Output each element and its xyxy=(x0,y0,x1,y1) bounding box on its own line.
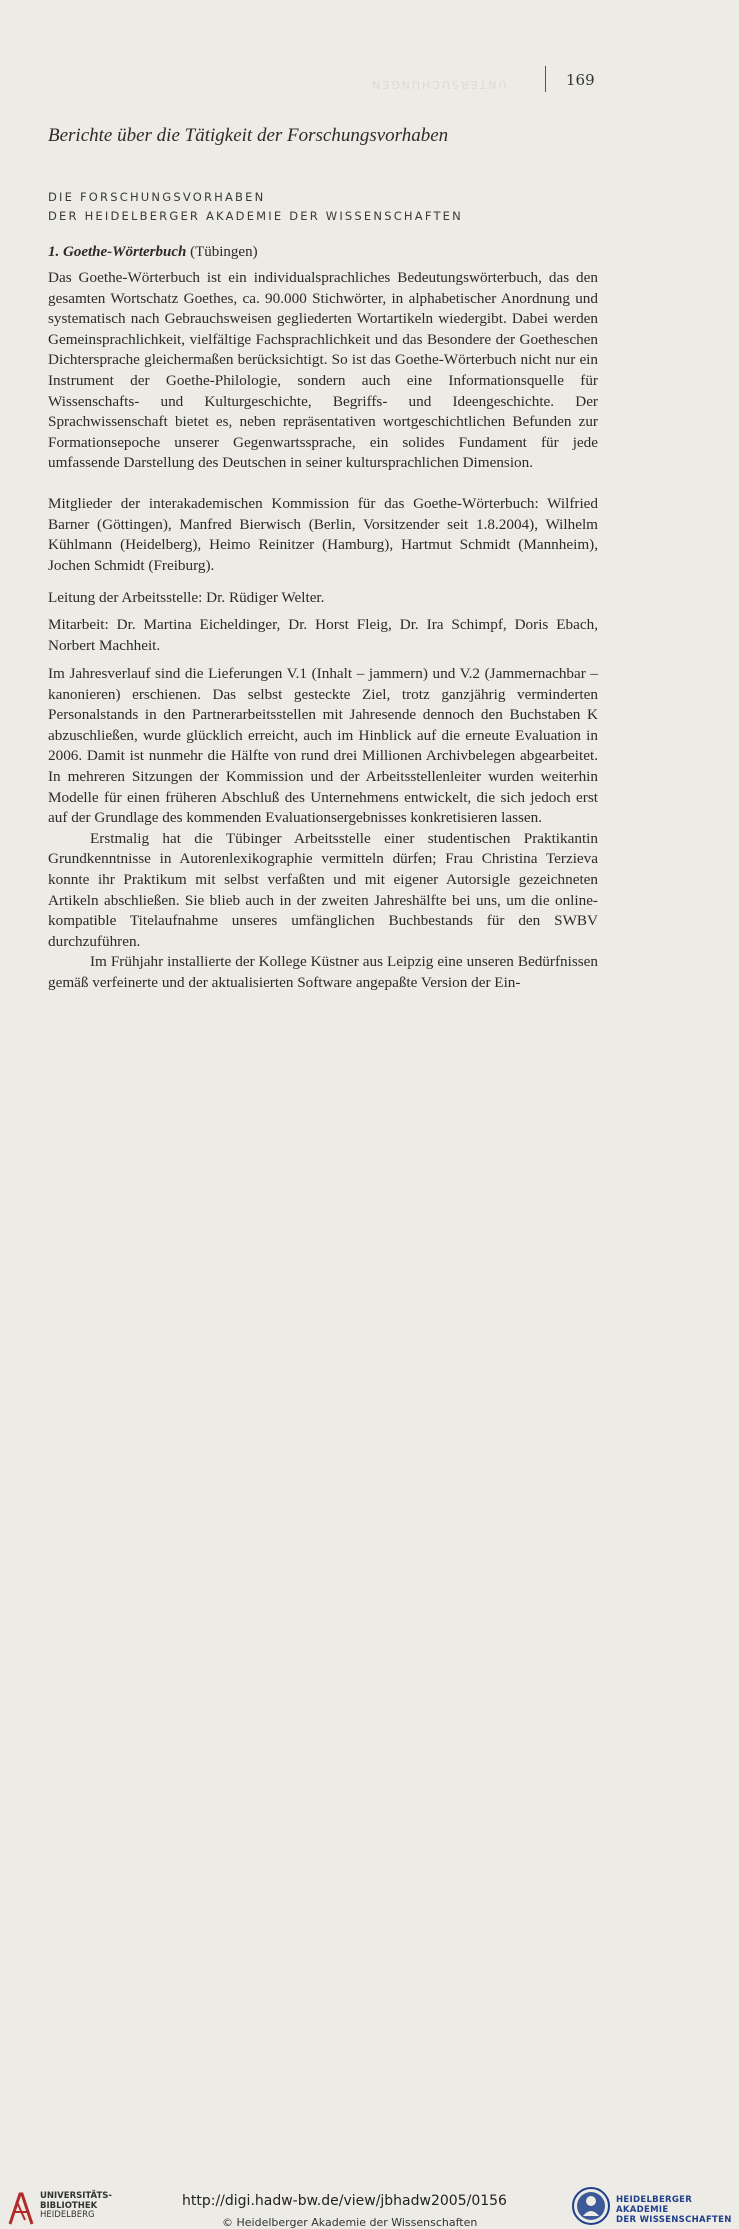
paragraph-members xyxy=(48,494,598,576)
body-paragraph: Im Jahresverlauf sind die Lieferungen V.1 (Inhalt – jammern) und V.2 (Jammernachbar – kanonieren) erschienen. Das selbst gesteckte Ziel, trotz ganzjährig verminderten Personalstands in den Partnerarbeitsstellen mit Jahresende dennoch den Buchstaben K abzuschließen, wurde glücklich erreicht, auch im Hinblick auf die erneute Evaluation in 2006. Damit ist nunmehr die Hälfte von rund drei Millionen Archivbelegen abgearbeitet. In mehreren Sitzungen der Kommission und der Arbeitsstellenleiter wurden weiterhin Modelle für einen früheren Abschluß des Unternehmens entwickelt, die sich jedoch erst auf der Grundlage des kommenden Evaluationsergebnisses konkretisieren lassen. xyxy=(48,665,598,827)
paragraph-report xyxy=(48,664,598,994)
subsection-name: 1. Goethe-Wörterbuch xyxy=(48,244,187,260)
subsection-place: (Tübingen) xyxy=(186,244,258,260)
copyright-notice: © Heidelberger Akademie der Wissenschaften xyxy=(222,2216,478,2229)
paragraph-intro xyxy=(48,268,598,474)
body-paragraph: Das Goethe-Wörterbuch ist ein individualsprachliches Bedeutungswörterbuch, das den gesamten Wortschatz Goethes, ca. 90.000 Stichwörter, in alphabetischer Anordnung und systematisch nach Gebrauchsweisen gegliederten Wortartikeln wiedergibt. Dabei werden Gemeinsprachlichkeit, vielfältige Fachsprachlichkeit und das Besondere der Goetheschen Dichtersprache gleichermaßen berücksichtigt. So ist das Goethe-Wörterbuch nicht nur ein Instrument der Goethe-Philologie, sondern auch eine Informationsquelle für Wissenschafts- und Kulturgeschichte, Begriffs- und Ideengeschichte. Der Sprachwissenschaft bietet es, neben repräsentativen wortgeschichtlichen Befunden zur Formationsepoche unserer Gegenwartssprache, ein solides Fundament für jede umfassende Darstellung des Deutschen in seiner kultursprachlichen Dimension. xyxy=(48,269,598,472)
academy-name xyxy=(616,2195,739,2225)
university-library-name xyxy=(40,2192,112,2221)
university-library-logo-icon xyxy=(8,2190,34,2226)
academy-line1: HEIDELBERGER AKADEMIE xyxy=(616,2195,693,2215)
paragraph-leitung xyxy=(48,588,598,609)
section-heading-line1: DIE FORSCHUNGSVORHABEN xyxy=(48,190,266,204)
body-paragraph: Mitarbeit: Dr. Martina Eicheldinger, Dr. Horst Fleig, Dr. Ira Schimpf, Doris Ebach, Norbert Machheit. xyxy=(48,616,598,654)
bleed-through-text: UNTERSUCHUNGEN xyxy=(370,78,507,91)
page-number: 169 xyxy=(566,71,595,89)
ub-line3: HEIDELBERG xyxy=(40,2210,95,2220)
page-title: Berichte über die Tätigkeit der Forschungsvorhaben xyxy=(48,125,449,146)
ub-line2: BIBLIOTHEK xyxy=(40,2200,98,2211)
academy-seal-icon xyxy=(571,2186,611,2226)
section-heading-line2: DER HEIDELBERGER AKADEMIE DER WISSENSCHAFTEN xyxy=(48,209,463,223)
permalink-url[interactable]: http://digi.hadw-bw.de/view/jbhadw2005/0156 xyxy=(182,2193,507,2209)
body-paragraph: Im Frühjahr installierte der Kollege Küstner aus Leipzig eine unseren Bedürfnissen gemäß verfeinerte und der aktualisierten Software angepaßte Version der Ein- xyxy=(48,953,598,991)
subsection-title xyxy=(48,244,258,261)
ub-line1: UNIVERSITÄTS- xyxy=(40,2191,112,2201)
academy-line2: DER WISSENSCHAFTEN xyxy=(616,2215,732,2225)
body-paragraph: Leitung der Arbeitsstelle: Dr. Rüdiger Welter. xyxy=(48,589,325,606)
body-paragraph: Mitglieder der interakademischen Kommission für das Goethe-Wörterbuch: Wilfried Barner (Göttingen), Manfred Bierwisch (Berlin, Vorsitzender seit 1.8.2004), Wilhelm Kühlmann (Heidelberg), Heimo Reinitzer (Hamburg), Hartmut Schmidt (Mannheim), Jochen Schmidt (Freiburg). xyxy=(48,495,598,574)
footer xyxy=(0,1092,739,2229)
body-paragraph: Erstmalig hat die Tübinger Arbeitsstelle einer studentischen Praktikantin Grundkenntnisse in Autorenlexikographie vermitteln dürfen; Frau Christina Terzieva konnte ihr Praktikum mit selbst verfaßten und mit eigener Autorsigle gezeichneten Artikeln abschließen. Sie blieb auch in der zweiten Jahreshälfte bei uns, um die online-kompatible Titelaufnahme unseres umfänglichen Buchbestands für den SWBV durchzuführen. xyxy=(48,829,598,950)
header-rule xyxy=(545,66,546,92)
paragraph-mitarbeit xyxy=(48,615,598,656)
